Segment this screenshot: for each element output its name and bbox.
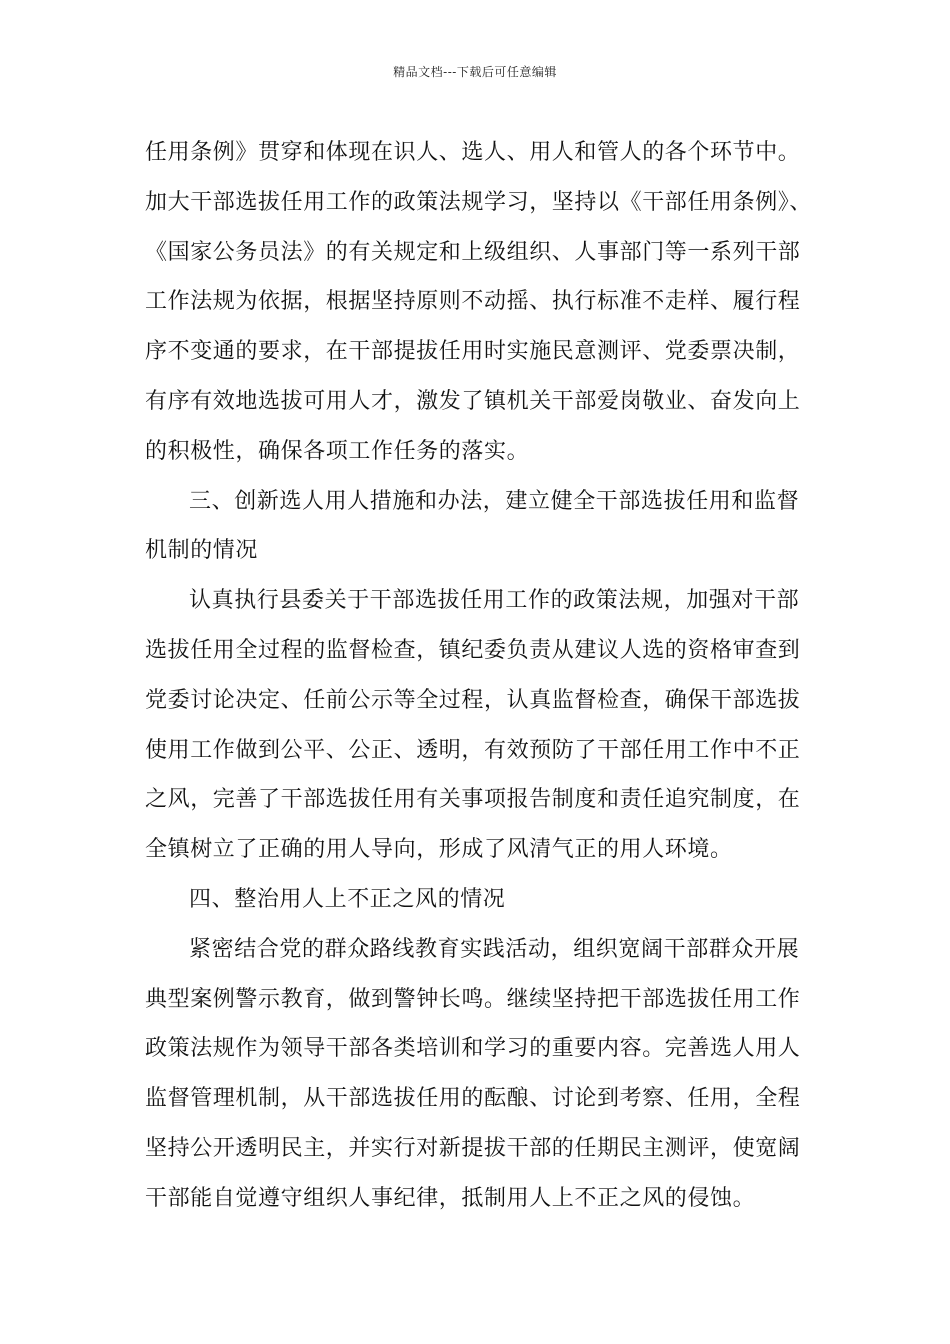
paragraph-start: 紧密结合党的群众路线教育实践活动，组织宽阔干部群众开展	[189, 936, 800, 962]
text-line: 加大干部选拔任用工作的政策法规学习，坚持以《干部任用条例》、	[145, 189, 813, 215]
text-line: 坚持公开透明民主，并实行对新提拔干部的任期民主测评，使宽阔	[145, 1135, 801, 1161]
document-body	[145, 128, 813, 1224]
text-line: 序不变通的要求，在干部提拔任用时实施民意测评、党委票决制，	[145, 339, 801, 365]
text-line: 任用条例》贯穿和体现在识人、选人、用人和管人的各个环节中。	[145, 140, 801, 165]
text-line: 《国家公务员法》的有关规定和上级组织、人事部门等一系列干部	[145, 239, 801, 265]
text-line: 政策法规作为领导干部各类培训和学习的重要内容。完善选人用人	[145, 1036, 801, 1062]
text-line: 干部能自觉遵守组织人事纪律，抵制用人上不正之风的侵蚀。	[145, 1185, 756, 1211]
text-line: 全镇树立了正确的用人导向，形成了风清气正的用人环境。	[145, 837, 733, 863]
text-line: 典型案例警示教育，做到警钟长鸣。继续坚持把干部选拔任用工作	[145, 986, 801, 1012]
section-heading-4: 四、整治用人上不正之风的情况	[189, 886, 506, 912]
text-line: 使用工作做到公平、公正、透明，有效预防了干部任用工作中不正	[145, 737, 801, 763]
text-line: 工作法规为依据，根据坚持原则不动摇、执行标准不走样、履行程	[145, 289, 801, 315]
text-line: 的积极性，确保各项工作任务的落实。	[145, 438, 530, 464]
text-line: 有序有效地选拔可用人才，激发了镇机关干部爱岗敬业、奋发向上	[145, 388, 801, 414]
text-line: 选拔任用全过程的监督检查，镇纪委负责从建议人选的资格审查到	[145, 637, 801, 663]
text-line: 之风，完善了干部选拔任用有关事项报告制度和责任追究制度，在	[145, 787, 801, 813]
text-line: 监督管理机制，从干部选拔任用的酝酿、讨论到考察、任用，全程	[145, 1086, 801, 1112]
text-line: 党委讨论决定、任前公示等全过程，认真监督检查，确保干部选拔	[145, 687, 801, 713]
section-heading-3-continued: 机制的情况	[145, 538, 259, 564]
section-heading-3: 三、创新选人用人措施和办法，建立健全干部选拔任用和监督	[189, 488, 800, 514]
page-header: 精品文档---下载后可任意编辑	[393, 65, 557, 79]
paragraph-start: 认真执行县委关于干部选拔任用工作的政策法规，加强对干部	[189, 588, 800, 614]
